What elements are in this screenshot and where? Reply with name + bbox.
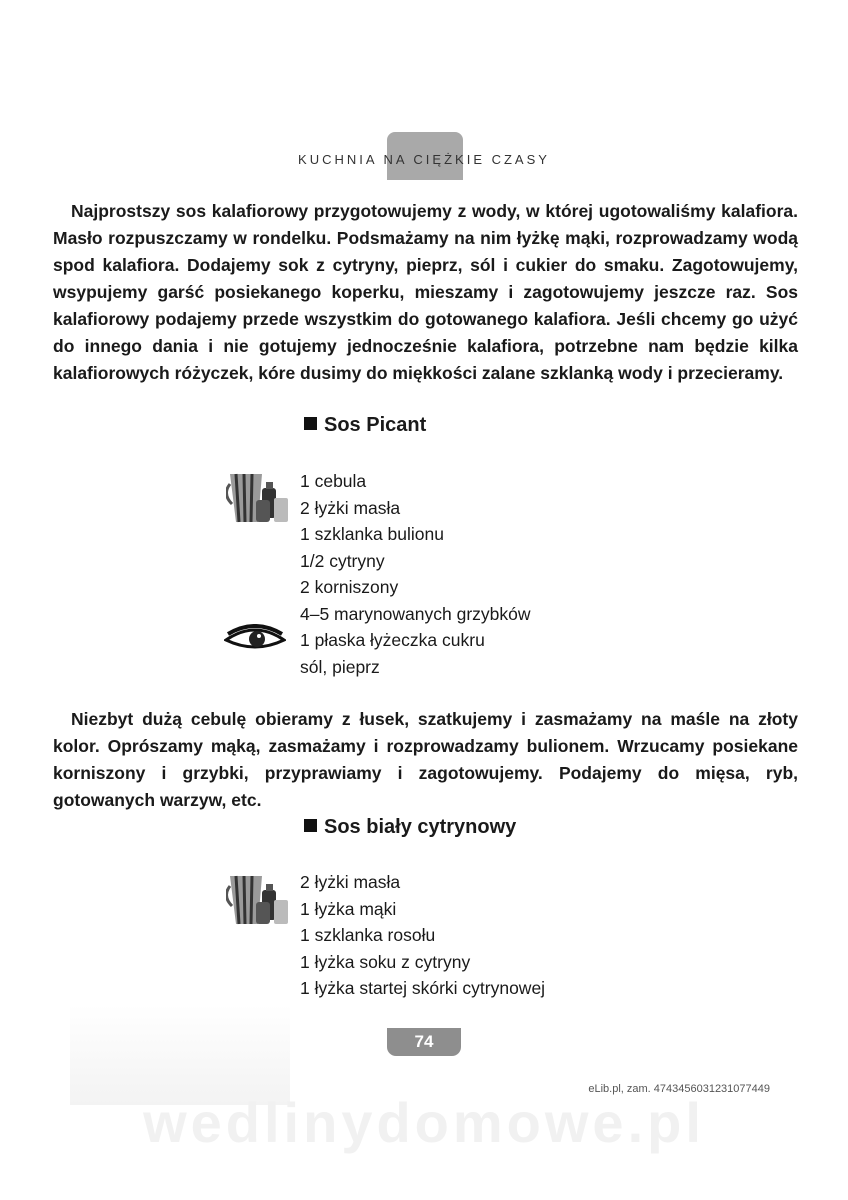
list-item: 2 korniszony [300,577,399,597]
recipe1-heading [304,414,426,437]
list-item: 1 łyżka startej skórki cytrynowej [300,978,546,998]
list-item: sól, pieprz [300,656,380,677]
list-item: 1 cebula [300,471,367,491]
recipe1-method-text: Niezbyt dużą cebulę obieramy z łusek, szatkujemy i zasmażamy na maśle na złoty kolor. Oprószamy mąką, zasmażamy i rozprowadzamy bulionem. Wrzucamy posiekane korniszony i grzybki, przyprawiamy i zagotowujemy. Podajemy do mięsa, ryb, gotowanych warzyw, etc. [53,709,798,810]
running-header [0,152,848,172]
recipe1-ingredient-list [300,468,531,680]
header-underline [387,175,463,180]
list-item: 1 łyżka soku z cytryny [300,951,471,972]
list-item: 4–5 marynowanych grzybków [300,603,531,624]
recipe1-title: Sos Picant [324,414,427,436]
square-bullet-icon [304,417,317,430]
ingredients-icon [226,470,292,528]
header-part1: KUCHNIA [298,152,377,167]
watermark: wedlinydomowe.pl [143,1091,705,1154]
page-number: 74 [387,1028,461,1056]
list-item: 2 łyżki masła [300,872,401,892]
intro-paragraph [53,198,798,387]
recipe2-ingredient-list [300,869,545,1002]
recipe1-method [53,706,798,814]
list-item: 1 łyżka mąki [300,898,397,919]
header-part2: NA CIĘŻKIE CZASY [383,152,550,167]
list-item: 1 płaska łyżeczka cukru [300,630,485,650]
eye-icon [224,624,286,654]
list-item: 1 szklanka rosołu [300,925,436,945]
ingredients-icon [226,872,292,930]
list-item: 2 łyżki masła [300,497,401,518]
list-item: 1 szklanka bulionu [300,524,444,544]
recipe2-heading [304,816,516,839]
list-item: 1/2 cytryny [300,550,385,571]
recipe2-title: Sos biały cytrynowy [324,816,517,838]
elib-stamp: eLib.pl, zam. 4743456031231077449 [588,1083,770,1095]
intro-text: Najprostszy sos kalafiorowy przygotowujemy z wody, w której ugotowaliśmy kalafiora. Masło rozpuszczamy w rondelku. Podsmażamy na nim łyżkę mąki, rozprowadzamy wodą spod kalafiora. Dodajemy sok z cytryny, pieprz, sól i cukier do smaku. Zagotowujemy, wsypujemy garść posiekanego koperku, mieszamy i zagotowujemy jeszcze raz. Sos kalafiorowy podajemy przede wszystkim do gotowanego kalafiora. Jeśli chcemy go użyć do innego dania i nie gotujemy jednocześnie kalafiora, potrzebne nam będzie kilka kalafiorowych różyczek, kóre dusimy do miękkości zalane szklanką wody i przecieramy. [53,201,798,383]
square-bullet-icon [304,819,317,832]
